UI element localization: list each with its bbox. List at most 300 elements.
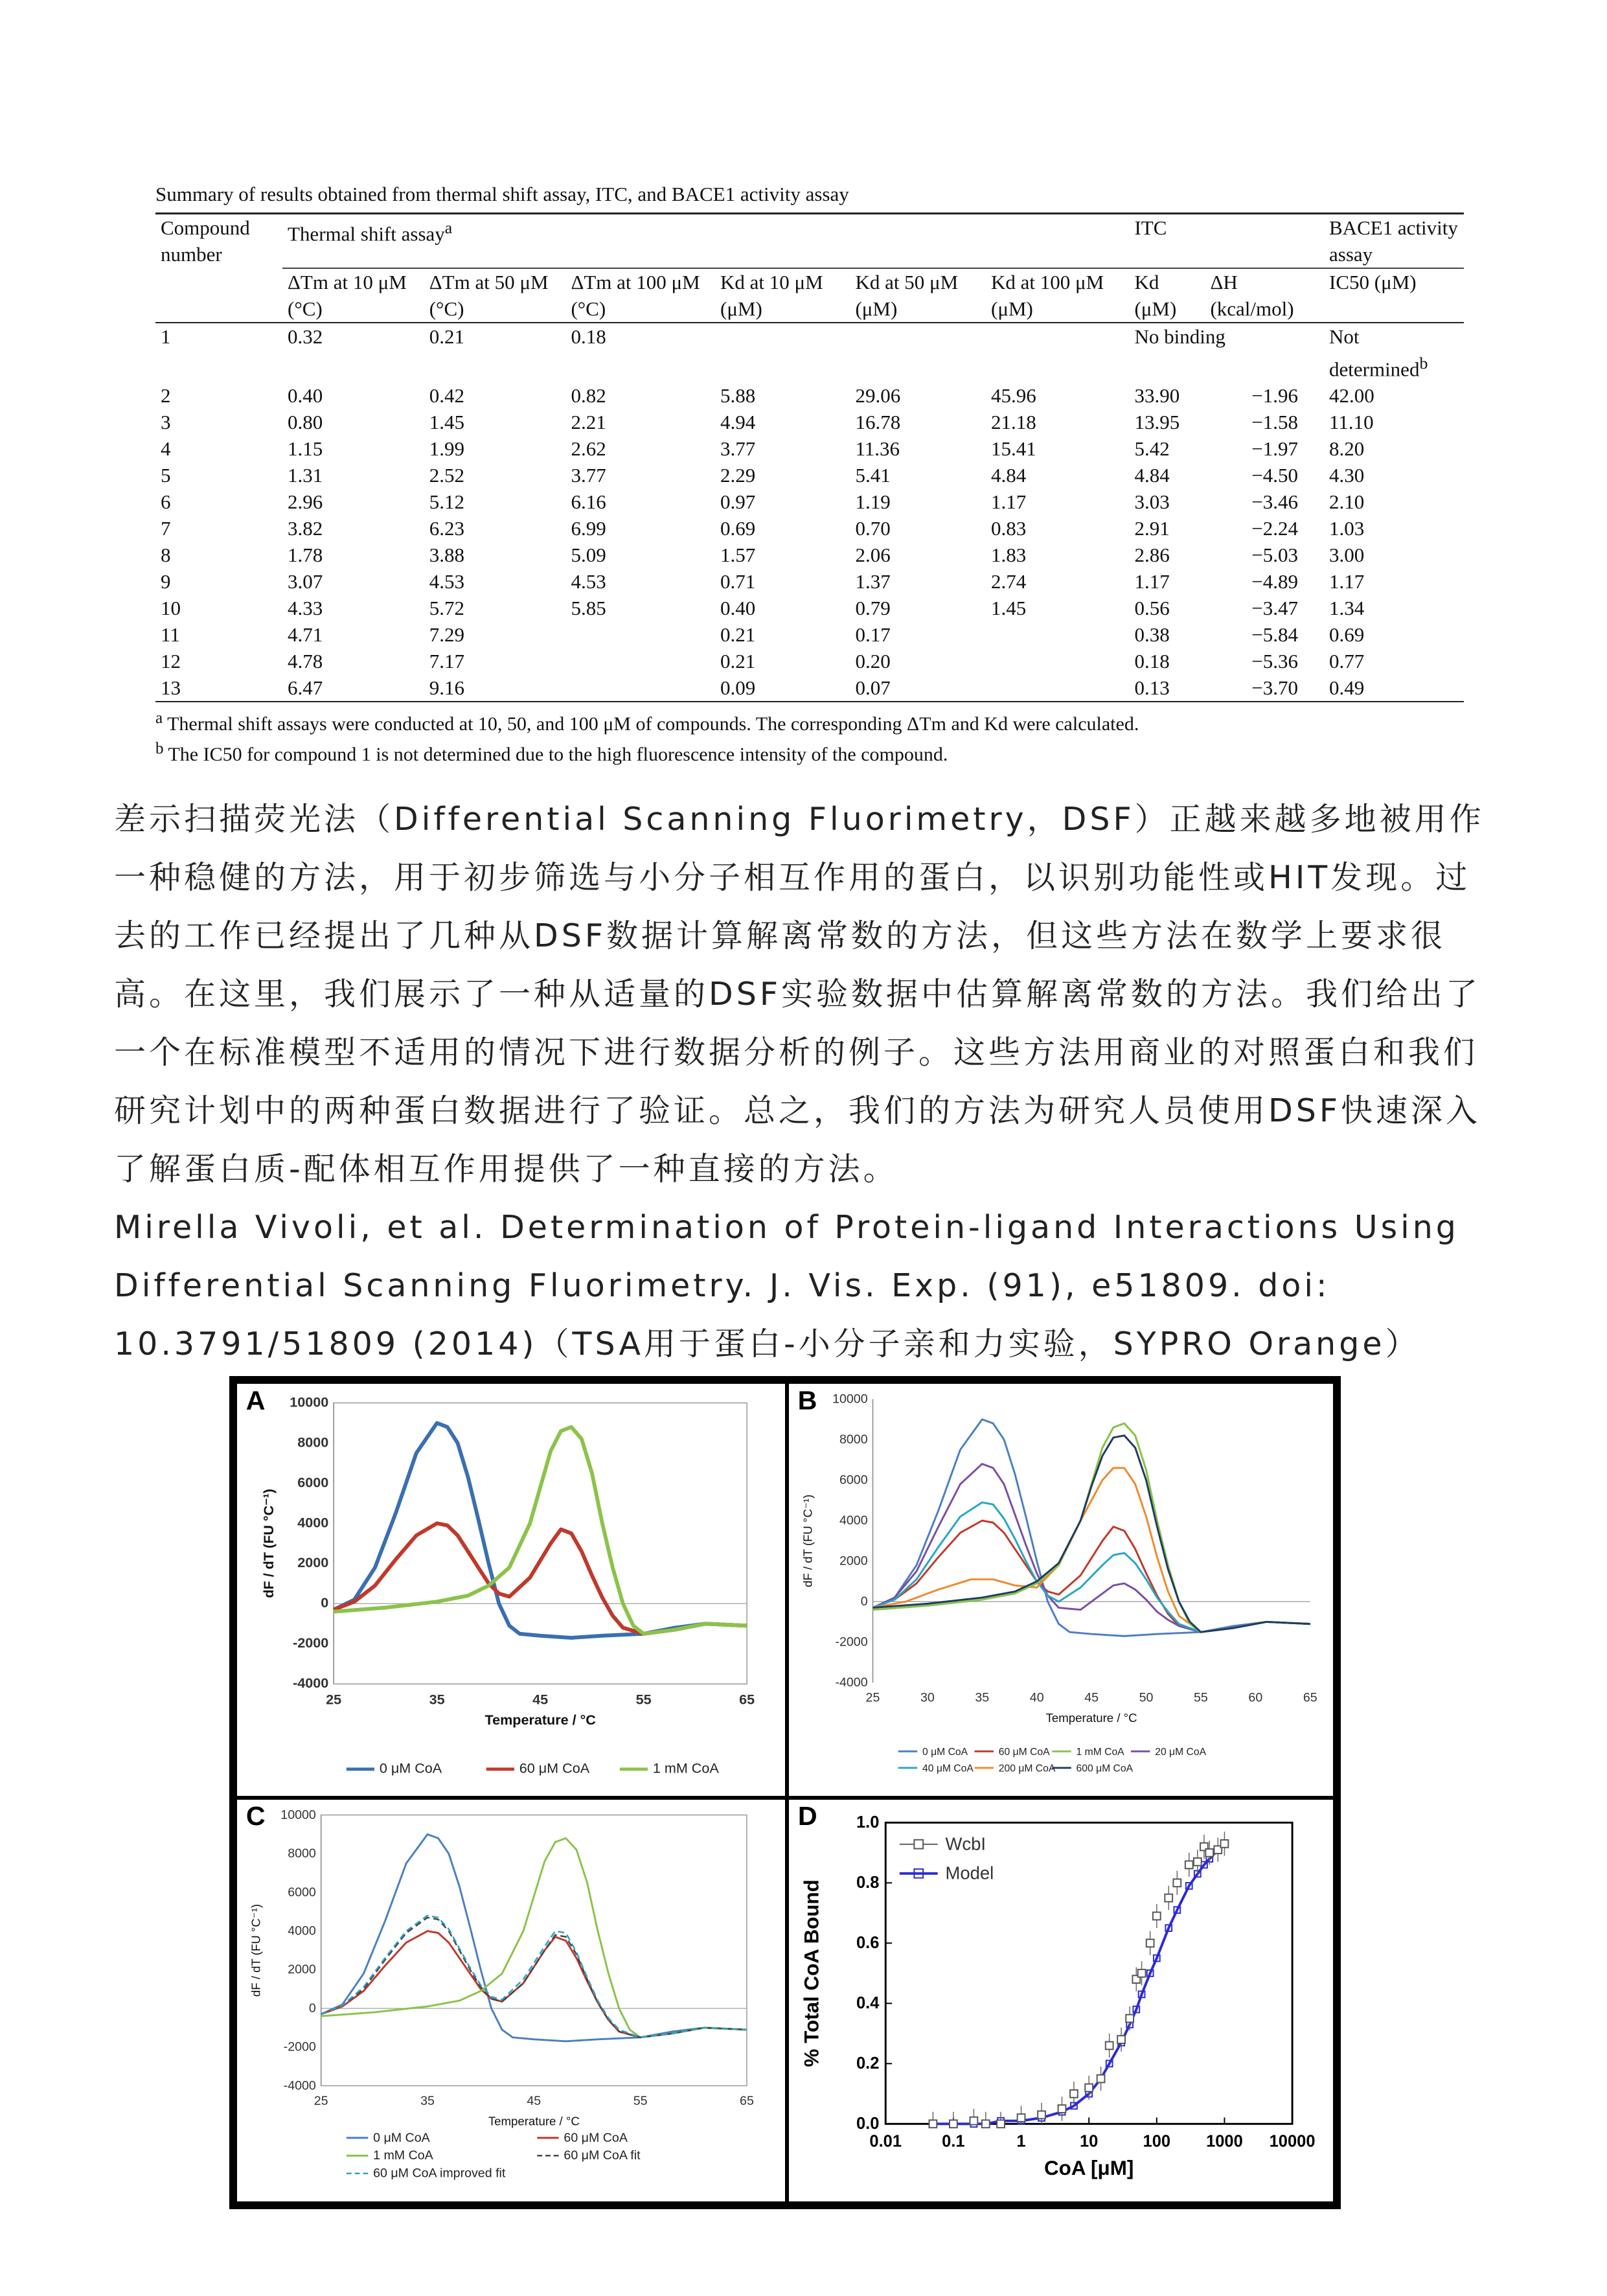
- wcbi-point: [950, 2120, 957, 2128]
- table-cell: 1.17: [991, 490, 1027, 514]
- wcbi-point: [1146, 1939, 1154, 1947]
- y-tick-label: 2000: [288, 1962, 316, 1977]
- series-line-1: [334, 1523, 747, 1633]
- table-cell: 3.03: [1134, 490, 1170, 514]
- legend-label: 60 μM CoA fit: [564, 2148, 641, 2163]
- y-tick-label: 10000: [280, 1808, 316, 1822]
- table-cell: 11.36: [855, 437, 900, 461]
- header-thermal-sup: a: [444, 218, 453, 237]
- table-cell: 0.40: [720, 597, 756, 620]
- x-tick-label: 60: [1248, 1690, 1263, 1705]
- legend-marker: [914, 1840, 923, 1849]
- table-cell: Not determined$^b$: [1329, 325, 1428, 381]
- table-cell: 4.33: [288, 597, 323, 620]
- panel-c: [233, 1796, 789, 2205]
- table-cell: −1.97: [1251, 437, 1298, 461]
- table-cell: 6.47: [288, 676, 323, 700]
- header-itc: ITC: [1129, 214, 1324, 269]
- y-axis-label: % Total CoA Bound: [800, 1879, 823, 2067]
- table-caption: Summary of results obtained from thermal shift assay, ITC, and BACE1 activity assay: [155, 183, 849, 205]
- table-cell: 0.13: [1134, 676, 1170, 700]
- wcbi-point: [1070, 2090, 1078, 2098]
- table-cell: −5.36: [1251, 650, 1298, 673]
- table-cell: −1.58: [1251, 411, 1298, 434]
- table-cell: 45.96: [991, 384, 1036, 408]
- y-tick-label: -2000: [283, 2039, 316, 2054]
- x-tick-label: 45: [527, 2093, 541, 2108]
- wcbi-point: [982, 2120, 990, 2128]
- table-cell: 0.77: [1329, 650, 1365, 673]
- table-cell: 0.70: [855, 517, 891, 540]
- table-cell: 6.23: [429, 517, 464, 540]
- table-cell: 7.29: [429, 623, 464, 647]
- y-tick-label: 0.2: [856, 2054, 880, 2073]
- x-tick-label: 65: [739, 1691, 755, 1708]
- header-bace: BACE1 activity assay: [1324, 214, 1464, 269]
- table-cell: 0.56: [1134, 597, 1170, 620]
- table-cell: 5.42: [1134, 437, 1170, 461]
- y-tick-label: 0.8: [856, 1874, 880, 1892]
- legend-label: 0 μM CoA: [373, 2130, 430, 2145]
- y-tick-label: 6000: [288, 1885, 316, 1900]
- series-line-3: [321, 1918, 747, 2038]
- table-cell: −3.46: [1251, 490, 1298, 514]
- table-cell: 1.78: [288, 544, 323, 567]
- plot-frame: [321, 1815, 747, 2086]
- table-cell: 1.45: [429, 411, 464, 434]
- wcbi-point: [1085, 2084, 1093, 2092]
- series-line-1: [321, 1931, 747, 2038]
- table-cell: 4.94: [720, 411, 756, 434]
- table-row: [155, 409, 1464, 435]
- legend-label: 40 μM CoA: [922, 1763, 974, 1774]
- table-cell: 0.38: [1134, 623, 1170, 647]
- table-group-header-row: [155, 214, 1464, 269]
- x-tick-label: 10000: [1269, 2132, 1316, 2151]
- panel-letter: C: [245, 1801, 266, 1831]
- table-cell: 1.19: [855, 490, 891, 514]
- series-line-2: [321, 1838, 747, 2037]
- table-cell: 10: [161, 597, 181, 620]
- y-tick-label: 0.6: [856, 1934, 880, 1953]
- series-line-2: [334, 1427, 747, 1634]
- y-tick-label: 10000: [290, 1394, 329, 1410]
- y-tick-label: 4000: [297, 1514, 329, 1531]
- table-row: [155, 674, 1464, 702]
- table-cell: 12: [161, 650, 181, 673]
- table-cell: 1.37: [855, 570, 891, 593]
- table-cell: 2.86: [1134, 544, 1170, 567]
- panel-letter: B: [797, 1385, 817, 1416]
- table-cell: 6.99: [571, 517, 606, 540]
- table-cell: 0.83: [991, 517, 1027, 540]
- subheader-kd-10: Kd at 10 μM (μM): [720, 271, 823, 320]
- table-cell: −3.47: [1251, 597, 1298, 620]
- table-cell: 1.17: [1329, 570, 1365, 593]
- table-cell: 1.45: [991, 597, 1027, 620]
- header-compound: Compound number: [161, 216, 250, 266]
- y-tick-label: 4000: [288, 1923, 316, 1938]
- table-cell: 11.10: [1329, 411, 1374, 434]
- table-cell: 5.41: [855, 464, 891, 487]
- y-tick-label: 4000: [839, 1513, 868, 1528]
- legend-label: 0 μM CoA: [922, 1747, 968, 1758]
- wcbi-point: [1126, 2015, 1134, 2023]
- table-cell: −3.70: [1251, 676, 1298, 700]
- chart-panel-d: [789, 1800, 1333, 2201]
- table-cell: −4.89: [1251, 570, 1298, 593]
- table-cell: 6: [161, 490, 171, 514]
- wcbi-point: [1194, 1858, 1202, 1866]
- table-body: [155, 323, 1464, 702]
- table-cell: 2.52: [429, 464, 464, 487]
- table-cell: 3.77: [571, 464, 606, 487]
- table-cell: 4.30: [1329, 464, 1365, 487]
- table-cell: 4.84: [1134, 464, 1170, 487]
- x-axis-label: Temperature / °C: [488, 2114, 580, 2128]
- table-cell: 6.16: [571, 490, 606, 514]
- table-row: [155, 515, 1464, 542]
- table-cell: 5: [161, 464, 171, 487]
- table-cell: [986, 648, 1129, 674]
- x-tick-label: 65: [1303, 1690, 1317, 1705]
- x-tick-label: 0.01: [869, 2132, 902, 2151]
- y-tick-label: -4000: [835, 1675, 868, 1690]
- table-row: [155, 648, 1464, 674]
- table-cell: 0.80: [288, 411, 323, 434]
- x-tick-label: 1: [1016, 2132, 1026, 2151]
- table-row: [155, 595, 1464, 621]
- table-cell: No binding: [1134, 325, 1225, 348]
- table-cell: 0.69: [1329, 623, 1365, 647]
- table-cell: 0.17: [855, 623, 891, 647]
- table-cell: 4.71: [288, 623, 323, 647]
- wcbi-point: [1221, 1840, 1229, 1848]
- table-cell: 1.31: [288, 464, 323, 487]
- subheader-kd-100: Kd at 100 μM (μM): [991, 271, 1104, 320]
- table-cell: 5.72: [429, 597, 464, 620]
- table-cell: 5.09: [571, 544, 606, 567]
- header-thermal-label: Thermal shift assay: [288, 222, 445, 246]
- footnote-a: $^a$ Thermal shift assays were conducted at 10, 50, and 100 μM of compounds. The corresponding ΔTm and Kd were calculated.: [155, 709, 1139, 735]
- table-cell: 9.16: [429, 676, 464, 700]
- subheader-itc-kd: Kd (μM): [1134, 271, 1177, 320]
- table-cell: 0.18: [571, 325, 606, 348]
- table-cell: 16.78: [855, 411, 901, 434]
- y-tick-label: 0.0: [856, 2115, 880, 2133]
- wcbi-point: [1153, 1912, 1161, 1920]
- table-cell: 0.40: [288, 384, 323, 408]
- table-subheader-row: [155, 268, 1464, 323]
- wcbi-point: [1185, 1861, 1193, 1869]
- x-tick-label: 35: [420, 2093, 435, 2108]
- table-cell: 0.69: [720, 517, 756, 540]
- table-cell: 2.21: [571, 411, 606, 434]
- x-tick-label: 55: [633, 2093, 648, 2108]
- table-cell: [986, 323, 1129, 382]
- table-cell: 2.74: [991, 570, 1027, 593]
- x-tick-label: 55: [1194, 1690, 1208, 1705]
- legend-label: 600 μM CoA: [1076, 1763, 1134, 1774]
- table-row: [155, 542, 1464, 568]
- body-text: [114, 790, 1500, 1373]
- subheader-dtm-100: ΔTm at 100 μM (°C): [571, 271, 700, 320]
- table-row: [155, 621, 1464, 648]
- table-cell: 2.06: [855, 544, 891, 567]
- y-axis-label: dF / dT (FU °C⁻¹): [249, 1903, 263, 1997]
- legend-label: WcbI: [945, 1833, 986, 1854]
- table-cell: 4: [161, 437, 171, 461]
- panel-d: [785, 1796, 1337, 2205]
- y-tick-label: 8000: [288, 1846, 316, 1861]
- legend-label: 60 μM CoA: [519, 1760, 590, 1776]
- chart-panel-a: [237, 1384, 785, 1796]
- table-cell: 2: [161, 384, 171, 408]
- subheader-dtm-50: ΔTm at 50 μM (°C): [429, 271, 549, 320]
- table-row: [155, 435, 1464, 462]
- x-axis-label: Temperature / °C: [484, 1712, 596, 1728]
- table-cell: [850, 323, 986, 382]
- legend-label: 60 μM CoA improved fit: [373, 2166, 506, 2181]
- table-cell: −5.03: [1251, 544, 1298, 567]
- table-cell: 7.17: [429, 650, 464, 673]
- table-footnotes: [155, 706, 1464, 767]
- footnote-a-text: Thermal shift assays were conducted at 10, 50, and 100 μM of compounds. The corresponding ΔTm and Kd were calculated.: [167, 713, 1139, 735]
- panel-letter: A: [245, 1385, 266, 1416]
- table-cell: [565, 621, 715, 648]
- table-cell: 8.20: [1329, 437, 1365, 461]
- y-tick-label: 8000: [839, 1432, 868, 1447]
- table-cell: [986, 621, 1129, 648]
- legend-label: 1 mM CoA: [373, 2148, 433, 2163]
- table-cell: 9: [161, 570, 171, 593]
- table-cell: 0.97: [720, 490, 756, 514]
- table-cell: 5.85: [571, 597, 606, 620]
- table-cell: −1.96: [1251, 384, 1298, 408]
- table-cell: 3.88: [429, 544, 464, 567]
- series-line-4: [872, 1502, 1310, 1632]
- table-cell: 11: [161, 623, 180, 647]
- legend-label: 1 mM CoA: [1076, 1747, 1124, 1758]
- y-tick-label: 0: [860, 1594, 868, 1609]
- table-row: [155, 568, 1464, 595]
- table-cell: [565, 648, 715, 674]
- table-cell: 3.00: [1329, 544, 1365, 567]
- table-cell: 0.18: [1134, 650, 1170, 673]
- legend-label: Model: [945, 1863, 994, 1883]
- y-tick-label: -4000: [283, 2078, 316, 2093]
- wcbi-point: [929, 2120, 937, 2128]
- table-cell: 13: [161, 676, 181, 700]
- legend-label: 60 μM CoA: [998, 1747, 1050, 1758]
- x-tick-label: 45: [1084, 1690, 1099, 1705]
- table-cell: 1.57: [720, 544, 756, 567]
- table-cell: 0.21: [720, 623, 756, 647]
- subheader-kd-50: Kd at 50 μM (μM): [855, 271, 959, 320]
- y-tick-label: 2000: [839, 1554, 868, 1568]
- y-tick-label: -2000: [835, 1635, 868, 1649]
- panel-a: [233, 1380, 789, 1800]
- x-tick-label: 40: [1029, 1690, 1044, 1705]
- plot-frame: [334, 1403, 747, 1684]
- table-cell: 0.82: [571, 384, 606, 408]
- series-line-5: [872, 1468, 1310, 1632]
- table-cell: 1.83: [991, 544, 1027, 567]
- x-tick-label: 100: [1143, 2132, 1171, 2151]
- x-axis-label: Temperature / °C: [1045, 1711, 1137, 1725]
- table-cell: 2.10: [1329, 490, 1365, 514]
- table-cell: 1.99: [429, 437, 464, 461]
- wcbi-point: [1038, 2111, 1045, 2118]
- table-cell: 3.77: [720, 437, 756, 461]
- table-row: [155, 488, 1464, 515]
- table-cell: 4.53: [429, 570, 464, 593]
- table-cell: [565, 674, 715, 702]
- x-tick-label: 25: [865, 1690, 880, 1705]
- table-cell: 1.15: [288, 437, 323, 461]
- results-table: [155, 212, 1464, 702]
- y-tick-label: 6000: [297, 1474, 329, 1491]
- x-tick-label: 35: [975, 1690, 990, 1705]
- table-cell: 0.49: [1329, 676, 1365, 700]
- table-cell: 15.41: [991, 437, 1036, 461]
- y-tick-label: 2000: [297, 1554, 329, 1571]
- table-cell: 7: [161, 517, 171, 540]
- chart-panel-b: [789, 1384, 1333, 1796]
- table-cell: 0.32: [288, 325, 323, 348]
- table-cell: 2.91: [1134, 517, 1170, 540]
- x-tick-label: 25: [313, 2093, 328, 2108]
- wcbi-point: [997, 2120, 1005, 2128]
- table-cell: 0.79: [855, 597, 891, 620]
- y-axis-label: dF / dT (FU °C⁻¹): [801, 1494, 815, 1588]
- header-thermal: [282, 214, 1129, 269]
- results-table-block: [155, 183, 1464, 767]
- y-tick-label: 0: [321, 1594, 329, 1611]
- wcbi-point: [1173, 1879, 1181, 1887]
- table-row: [155, 382, 1464, 409]
- wcbi-point: [1205, 1849, 1213, 1857]
- y-tick-label: -2000: [293, 1635, 329, 1651]
- x-tick-label: 50: [1139, 1690, 1154, 1705]
- table-row: [155, 323, 1464, 382]
- table-cell: [715, 323, 850, 382]
- legend-label: 1 mM CoA: [652, 1760, 719, 1776]
- table-cell: 21.18: [991, 411, 1036, 434]
- x-tick-label: 45: [532, 1691, 549, 1708]
- table-cell: 29.06: [855, 384, 901, 408]
- legend-label: 60 μM CoA: [564, 2130, 628, 2145]
- subheader-itc-dh: ΔH (kcal/mol): [1210, 271, 1294, 320]
- table-cell: 0.21: [429, 325, 464, 348]
- x-tick-label: 10: [1079, 2132, 1099, 2151]
- table-cell: 1: [161, 325, 171, 348]
- table-cell: 2.29: [720, 464, 756, 487]
- table-cell: 1.34: [1329, 597, 1365, 620]
- table-cell: 5.88: [720, 384, 756, 408]
- table-cell: [986, 674, 1129, 702]
- y-tick-label: 10000: [832, 1392, 868, 1406]
- x-tick-label: 55: [635, 1691, 652, 1708]
- panel-letter: D: [797, 1801, 817, 1831]
- x-tick-label: 0.1: [942, 2132, 965, 2151]
- citation: Mirella Vivoli, et al. Determination of Protein-ligand Interactions Using Differential Scanning Fluorimetry. J. Vis. Exp. (91), e51809. doi: 10.3791/51809 (2014)（TSA用于蛋白-小分子亲和力实验，SYPRO Orange）: [114, 1209, 1459, 1362]
- wcbi-point: [1165, 1894, 1172, 1902]
- table-cell: 3: [161, 411, 171, 434]
- table-cell: 1.03: [1329, 517, 1365, 540]
- table-cell: 8: [161, 544, 171, 567]
- table-cell: 4.53: [571, 570, 606, 593]
- y-tick-label: 8000: [297, 1434, 329, 1451]
- wcbi-point: [1097, 2075, 1105, 2083]
- table-cell: 42.00: [1329, 384, 1374, 408]
- table-cell: −4.50: [1251, 464, 1298, 487]
- table-row: [155, 462, 1464, 488]
- wcbi-point: [1106, 2042, 1113, 2050]
- wcbi-point: [970, 2117, 977, 2125]
- table-cell: 2.96: [288, 490, 323, 514]
- wcbi-point: [1058, 2105, 1066, 2113]
- y-tick-label: -4000: [293, 1675, 329, 1692]
- legend-label: 0 μM CoA: [379, 1760, 442, 1776]
- table-cell: 33.90: [1134, 384, 1180, 408]
- x-tick-label: 65: [740, 2093, 754, 2108]
- table-cell: 0.21: [720, 650, 756, 673]
- y-axis-label: dF / dT (FU °C⁻¹): [260, 1489, 277, 1598]
- table-cell: 1.17: [1134, 570, 1170, 593]
- table-cell: −5.84: [1251, 623, 1298, 647]
- not-determined-label: Not determined: [1329, 325, 1420, 381]
- table-cell: 0.07: [855, 676, 891, 700]
- x-tick-label: 25: [326, 1691, 342, 1708]
- legend-label: 20 μM CoA: [1155, 1747, 1207, 1758]
- footnote-b-text: The IC50 for compound 1 is not determined due to the high fluorescence intensity of the compound.: [168, 744, 948, 766]
- chart-panel-c: [237, 1800, 785, 2201]
- table-cell: 0.42: [429, 384, 464, 408]
- x-tick-label: 35: [429, 1691, 445, 1708]
- y-tick-label: 0.4: [856, 1994, 880, 2013]
- x-tick-label: 30: [920, 1690, 935, 1705]
- wcbi-point: [1018, 2114, 1025, 2122]
- table-cell: 0.09: [720, 676, 756, 700]
- footnote-b: $^b$ The IC50 for compound 1 is not determined due to the high fluorescence intensity of the compound.: [155, 740, 948, 766]
- table-cell: 0.71: [720, 570, 756, 593]
- table-cell: 4.84: [991, 464, 1027, 487]
- table-cell: 5.12: [429, 490, 464, 514]
- y-tick-label: 6000: [839, 1473, 868, 1487]
- wcbi-point: [1117, 2036, 1125, 2043]
- subheader-dtm-10: ΔTm at 10 μM (°C): [288, 271, 407, 320]
- y-tick-label: 0: [308, 2001, 316, 2015]
- series-line-4: [321, 1916, 747, 2038]
- summary-paragraph: 差示扫描荧光法（Differential Scanning Fluorimetry，DSF）正越来越多地被用作一种稳健的方法，用于初步筛选与小分子相互作用的蛋白，以识别功能性或HIT发现。过去的工作已经提出了几种从DSF数据计算解离常数的方法，但这些方法在数学上要求很高。在这里，我们展示了一种从适量的DSF实验数据中估算解离常数的方法。我们给出了一个在标准模型不适用的情况下进行数据分析的例子。这些方法用商业的对照蛋白和我们研究计划中的两种蛋白数据进行了验证。总之，我们的方法为研究人员使用DSF快速深入了解蛋白质-配体相互作用提供了一种直接的方法。: [114, 801, 1485, 1188]
- table-cell: −2.24: [1251, 517, 1298, 540]
- x-tick-label: 1000: [1206, 2132, 1243, 2151]
- figure-panels: [229, 1376, 1341, 2209]
- table-cell: 4.78: [288, 650, 323, 673]
- y-tick-label: 1.0: [856, 1813, 880, 1832]
- table-cell: 3.82: [288, 517, 323, 540]
- legend-label: 200 μM CoA: [998, 1763, 1056, 1774]
- x-axis-label: CoA [μM]: [1044, 2156, 1134, 2179]
- table-cell: 2.62: [571, 437, 606, 461]
- panel-b: [785, 1380, 1337, 1800]
- table-cell: 3.07: [288, 570, 323, 593]
- table-cell: 0.20: [855, 650, 891, 673]
- wcbi-point: [1138, 1969, 1146, 1977]
- subheader-ic50: IC50 (μM): [1329, 271, 1417, 293]
- table-cell: 13.95: [1134, 411, 1180, 434]
